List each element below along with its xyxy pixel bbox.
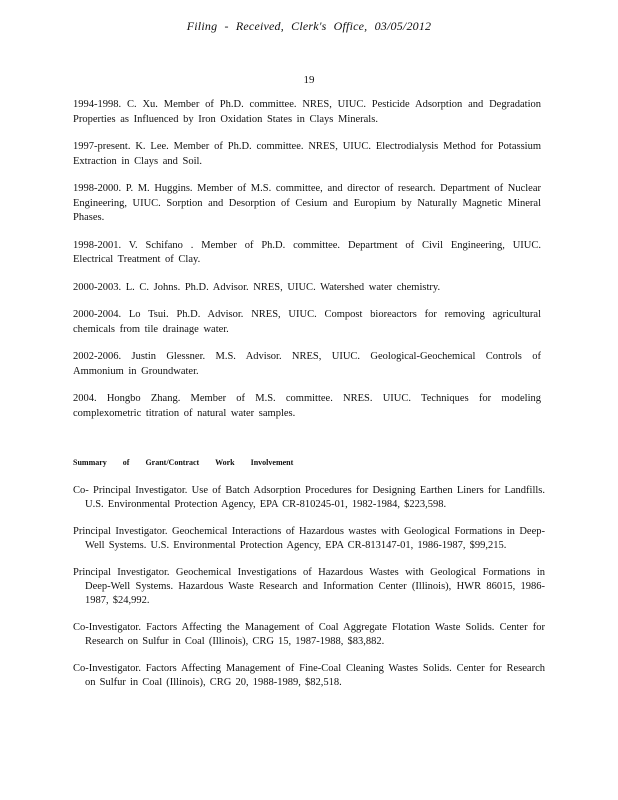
grant-entry: Co- Principal Investigator. Use of Batch Adsorption Procedures for Designing Earthen Liners for Landfills. U.S. Environmental Protection Agency, EPA CR-810245-01, 1982-1984, $223,598.: [73, 485, 545, 510]
filing-header: Filing - Received, Clerk's Office, 03/05/2012: [186, 19, 432, 33]
page-number: 19: [303, 74, 315, 86]
student-entry: 2000-2004. Lo Tsui. Ph.D. Advisor. NRES, UIUC. Compost bioreactors for removing agricultural chemicals from tile drainage water.: [73, 309, 541, 335]
student-entry: 2000-2003. L. C. Johns. Ph.D. Advisor. NRES, UIUC. Watershed water chemistry.: [73, 281, 441, 293]
section-heading: Summary of Grant/Contract Work Involvement: [73, 458, 294, 467]
grant-entry: Principal Investigator. Geochemical Investigations of Hazardous Wastes with Geological Formations in Deep-Well Systems. Hazardous Waste Research and Information Center (Illinois), HWR 86015, 1986-1987, $24,992.: [73, 567, 545, 606]
student-entry: 1997-present. K. Lee. Member of Ph.D. committee. NRES, UIUC. Electrodialysis Method for Potassium Extraction in Clays and Soil.: [73, 141, 541, 167]
grant-entry: Co-Investigator. Factors Affecting the Management of Coal Aggregate Flotation Waste Solids. Center for Research on Sulfur in Coal (Illinois), CRG 15, 1987-1988, $83,882.: [73, 622, 545, 647]
grant-entry: Co-Investigator. Factors Affecting Management of Fine-Coal Cleaning Wastes Solids. Center for Research on Sulfur in Coal (Illinois), CRG 20, 1988-1989, $82,518.: [73, 663, 545, 688]
grant-list: [73, 484, 545, 703]
student-entry: 1994-1998. C. Xu. Member of Ph.D. committee. NRES, UIUC. Pesticide Adsorption and Degradation Properties as Influenced by Iron Oxidation States in Clays Minerals.: [73, 99, 541, 125]
student-entry: 2004. Hongbo Zhang. Member of M.S. committee. NRES. UIUC. Techniques for modeling complexometric titration of natural water samples.: [73, 393, 541, 419]
grant-entry: Principal Investigator. Geochemical Interactions of Hazardous wastes with Geological Formations in Deep-Well Systems. U.S. Environmental Protection Agency, EPA CR-813147-01, 1986-1987, $99,215.: [73, 526, 545, 551]
student-supervision-list: [73, 98, 541, 434]
student-entry: 1998-2001. V. Schifano . Member of Ph.D. committee. Department of Civil Engineering, UIUC. Electrical Treatment of Clay.: [73, 239, 541, 265]
student-entry: 1998-2000. P. M. Huggins. Member of M.S. committee, and director of research. Department of Nuclear Engineering, UIUC. Sorption and Desorption of Cesium and Europium by Naturally Magnetic Mineral Phases.: [73, 183, 541, 223]
student-entry: 2002-2006. Justin Glessner. M.S. Advisor. NRES, UIUC. Geological-Geochemical Controls of Ammonium in Groundwater.: [73, 351, 541, 377]
